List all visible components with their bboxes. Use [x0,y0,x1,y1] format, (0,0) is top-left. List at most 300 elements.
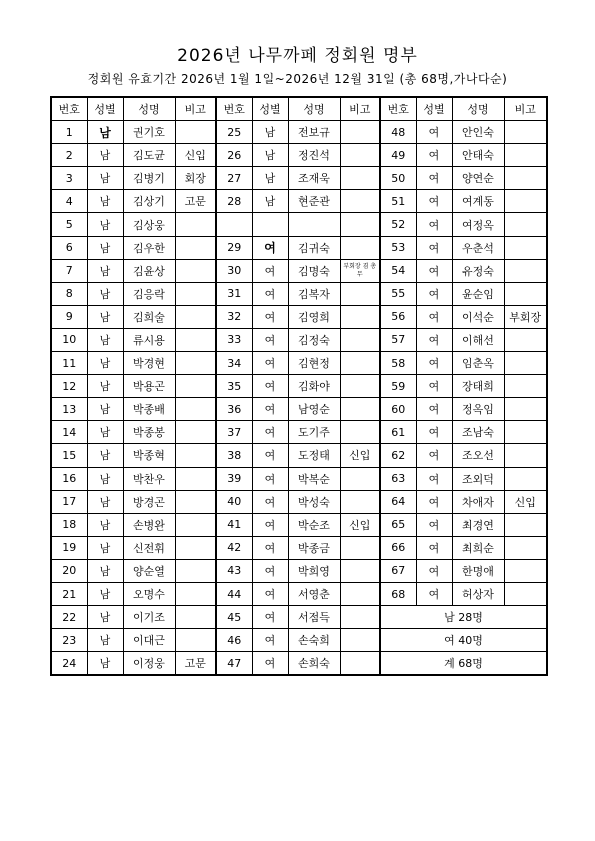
header-cell: 번호 [380,97,416,121]
table-row [51,282,547,305]
member-note [504,467,547,490]
member-gender: 여 [252,490,288,513]
member-number: 44 [216,582,252,605]
table-row [51,167,547,190]
member-number: 51 [380,190,416,213]
member-name: 허상자 [452,582,504,605]
member-note [175,328,216,351]
member-gender: 여 [252,282,288,305]
member-gender: 남 [252,190,288,213]
member-number: 63 [380,467,416,490]
member-name: 김희술 [123,305,175,328]
member-number [216,213,252,236]
member-note [340,144,380,167]
member-gender: 남 [87,513,123,536]
member-note [504,190,547,213]
member-number: 15 [51,444,87,467]
member-gender: 여 [252,444,288,467]
member-number: 21 [51,582,87,605]
member-gender: 남 [87,652,123,676]
header-cell: 성별 [252,97,288,121]
member-gender: 여 [416,352,452,375]
member-number: 5 [51,213,87,236]
table-row [51,559,547,582]
member-number: 49 [380,144,416,167]
member-note [340,606,380,629]
member-name: 김영희 [288,305,340,328]
member-name: 여정옥 [452,213,504,236]
member-note [175,582,216,605]
member-name: 김도균 [123,144,175,167]
member-note [175,305,216,328]
table-row [51,536,547,559]
table-row [51,582,547,605]
member-gender: 여 [252,375,288,398]
table-row [51,421,547,444]
member-gender: 남 [87,282,123,305]
member-gender: 여 [416,121,452,144]
member-gender: 여 [252,236,288,259]
member-number: 43 [216,559,252,582]
member-name: 안인숙 [452,121,504,144]
member-gender: 남 [252,144,288,167]
member-name: 여계동 [452,190,504,213]
member-gender: 여 [416,167,452,190]
member-note [340,536,380,559]
member-note [504,236,547,259]
member-gender: 남 [87,259,123,282]
summary-cell: 여 40명 [380,629,547,652]
table-row [51,375,547,398]
member-name: 박희영 [288,559,340,582]
member-number: 48 [380,121,416,144]
member-roster-table [50,96,548,676]
member-name: 김정숙 [288,328,340,351]
member-name: 서점득 [288,606,340,629]
member-gender: 여 [252,398,288,421]
member-number: 16 [51,467,87,490]
member-name: 조재욱 [288,167,340,190]
member-note [340,582,380,605]
member-note [175,490,216,513]
member-number: 3 [51,167,87,190]
member-number: 4 [51,190,87,213]
member-note [340,421,380,444]
member-number: 42 [216,536,252,559]
table-row [51,467,547,490]
member-name: 오명수 [123,582,175,605]
member-name: 김윤상 [123,259,175,282]
member-number: 58 [380,352,416,375]
member-number: 38 [216,444,252,467]
member-number: 17 [51,490,87,513]
member-name: 서영춘 [288,582,340,605]
member-number: 23 [51,629,87,652]
header-cell: 비고 [340,97,380,121]
member-gender: 여 [416,190,452,213]
member-note [340,167,380,190]
member-note [340,282,380,305]
member-name: 이대근 [123,629,175,652]
member-name: 차애자 [452,490,504,513]
member-note [504,582,547,605]
member-gender [252,213,288,236]
member-gender: 여 [252,652,288,676]
member-number: 22 [51,606,87,629]
member-note [340,652,380,676]
member-note [175,467,216,490]
roster-body [51,121,547,676]
member-note [175,536,216,559]
table-row [51,144,547,167]
header-cell: 성명 [452,97,504,121]
member-gender: 여 [252,629,288,652]
member-number: 6 [51,236,87,259]
member-note [504,121,547,144]
member-note [504,513,547,536]
member-gender: 여 [252,352,288,375]
member-name: 유정숙 [452,259,504,282]
member-name: 박찬우 [123,467,175,490]
member-number: 52 [380,213,416,236]
member-number: 61 [380,421,416,444]
member-note [175,421,216,444]
member-gender: 여 [416,236,452,259]
member-number: 18 [51,513,87,536]
member-gender: 남 [87,559,123,582]
member-name: 박종금 [288,536,340,559]
member-name: 이정웅 [123,652,175,676]
member-name: 최희순 [452,536,504,559]
member-name: 양순열 [123,559,175,582]
member-name: 전보규 [288,121,340,144]
member-name: 조남숙 [452,421,504,444]
member-number: 68 [380,582,416,605]
member-name: 박종배 [123,398,175,421]
member-note [175,398,216,421]
header-cell: 번호 [216,97,252,121]
member-note [504,421,547,444]
member-note [175,559,216,582]
member-number: 29 [216,236,252,259]
member-name: 정옥임 [452,398,504,421]
member-number: 25 [216,121,252,144]
member-number: 54 [380,259,416,282]
member-gender: 여 [416,536,452,559]
member-note [340,328,380,351]
member-note [504,352,547,375]
member-name: 한명애 [452,559,504,582]
member-note [340,629,380,652]
member-note [340,213,380,236]
table-row [51,213,547,236]
member-number: 62 [380,444,416,467]
member-gender: 여 [252,513,288,536]
member-gender: 여 [416,305,452,328]
member-number: 24 [51,652,87,676]
member-note: 부회장 겸 총무 [340,259,380,282]
member-note [504,167,547,190]
member-gender: 남 [87,121,123,144]
table-row [51,121,547,144]
member-gender: 남 [87,352,123,375]
member-name: 김우한 [123,236,175,259]
member-gender: 여 [252,559,288,582]
member-gender: 여 [252,606,288,629]
member-gender: 여 [416,144,452,167]
member-number: 65 [380,513,416,536]
member-gender: 여 [416,328,452,351]
member-note [340,236,380,259]
member-name: 김화야 [288,375,340,398]
member-note [175,375,216,398]
member-number: 37 [216,421,252,444]
header-row [51,97,547,121]
member-note [340,375,380,398]
member-gender: 남 [252,121,288,144]
member-number: 66 [380,536,416,559]
member-gender: 여 [252,305,288,328]
member-number: 36 [216,398,252,421]
member-note: 고문 [175,652,216,676]
member-number: 2 [51,144,87,167]
member-number: 50 [380,167,416,190]
table-row [51,398,547,421]
member-note: 신입 [340,513,380,536]
member-note [340,190,380,213]
member-gender: 남 [87,375,123,398]
member-gender: 남 [87,305,123,328]
member-name: 손숙희 [288,629,340,652]
member-name: 손병완 [123,513,175,536]
member-gender: 남 [87,629,123,652]
member-note [175,282,216,305]
table-row [51,513,547,536]
member-note [504,282,547,305]
member-gender: 여 [416,559,452,582]
member-note [175,352,216,375]
member-gender: 여 [416,282,452,305]
member-note [504,144,547,167]
member-name: 양연순 [452,167,504,190]
summary-cell: 계 68명 [380,652,547,676]
roster-title: 2026년 나무까페 정회원 명부 [177,46,418,66]
member-name: 조오선 [452,444,504,467]
member-note [504,259,547,282]
member-name: 김병기 [123,167,175,190]
member-number: 59 [380,375,416,398]
member-number: 30 [216,259,252,282]
member-note [175,606,216,629]
member-number: 10 [51,328,87,351]
table-row [51,305,547,328]
member-number: 12 [51,375,87,398]
member-number: 13 [51,398,87,421]
member-note [504,398,547,421]
member-note [340,398,380,421]
table-row [51,328,547,351]
member-number: 27 [216,167,252,190]
member-number: 7 [51,259,87,282]
member-name: 박성숙 [288,490,340,513]
member-name: 장태희 [452,375,504,398]
header-cell: 성별 [87,97,123,121]
member-name: 이해선 [452,328,504,351]
member-gender: 여 [252,421,288,444]
table-row [51,259,547,282]
member-gender: 남 [87,490,123,513]
member-note: 신입 [175,144,216,167]
member-name: 김응락 [123,282,175,305]
member-name: 최경연 [452,513,504,536]
member-name: 류시용 [123,328,175,351]
member-number: 46 [216,629,252,652]
member-name: 김명숙 [288,259,340,282]
member-gender: 여 [252,536,288,559]
member-number: 32 [216,305,252,328]
member-number: 56 [380,305,416,328]
member-note [175,259,216,282]
member-note [175,121,216,144]
member-number: 31 [216,282,252,305]
member-name: 조외덕 [452,467,504,490]
member-note [340,305,380,328]
member-gender: 남 [87,236,123,259]
member-gender: 남 [87,398,123,421]
member-gender: 남 [87,190,123,213]
member-number: 41 [216,513,252,536]
header-cell: 비고 [175,97,216,121]
member-name: 현준관 [288,190,340,213]
member-note [340,121,380,144]
member-note: 신입 [340,444,380,467]
member-gender: 여 [416,375,452,398]
member-gender: 남 [87,536,123,559]
member-name: 박경현 [123,352,175,375]
summary-cell: 남 28명 [380,606,547,629]
member-number: 45 [216,606,252,629]
member-name: 김상웅 [123,213,175,236]
member-name: 남영순 [288,398,340,421]
header-cell: 번호 [51,97,87,121]
member-name: 정진석 [288,144,340,167]
member-number: 28 [216,190,252,213]
member-gender: 여 [416,582,452,605]
member-gender: 여 [416,398,452,421]
member-note [340,490,380,513]
member-gender: 여 [252,259,288,282]
member-note: 회장 [175,167,216,190]
member-note [504,328,547,351]
member-name: 김상기 [123,190,175,213]
member-note [175,629,216,652]
member-note [504,213,547,236]
member-number: 33 [216,328,252,351]
member-number: 35 [216,375,252,398]
member-number: 57 [380,328,416,351]
member-gender: 남 [87,582,123,605]
member-number: 14 [51,421,87,444]
member-gender: 남 [87,421,123,444]
member-gender: 남 [87,606,123,629]
member-number: 34 [216,352,252,375]
member-number: 60 [380,398,416,421]
member-name: 안태숙 [452,144,504,167]
member-gender: 여 [416,467,452,490]
member-note [504,536,547,559]
header-cell: 성별 [416,97,452,121]
table-row [51,606,547,629]
member-number: 64 [380,490,416,513]
member-name: 방경곤 [123,490,175,513]
member-name: 박용곤 [123,375,175,398]
member-note [504,375,547,398]
table-row [51,629,547,652]
member-note [340,467,380,490]
member-number: 47 [216,652,252,676]
member-number: 26 [216,144,252,167]
member-number: 8 [51,282,87,305]
member-number: 67 [380,559,416,582]
member-gender: 남 [87,213,123,236]
member-name: 이기조 [123,606,175,629]
member-number: 55 [380,282,416,305]
member-name: 임춘옥 [452,352,504,375]
member-name: 권기호 [123,121,175,144]
member-note [504,559,547,582]
member-number: 53 [380,236,416,259]
member-number: 1 [51,121,87,144]
member-name: 우춘석 [452,236,504,259]
member-name: 신전휘 [123,536,175,559]
member-name: 김현정 [288,352,340,375]
member-name: 도정태 [288,444,340,467]
member-number: 39 [216,467,252,490]
member-name: 이석순 [452,305,504,328]
member-gender: 여 [416,513,452,536]
table-row [51,190,547,213]
member-gender: 남 [252,167,288,190]
member-number: 11 [51,352,87,375]
member-name: 손희숙 [288,652,340,676]
member-note [340,352,380,375]
member-gender: 여 [416,444,452,467]
member-gender: 여 [416,259,452,282]
member-note [340,559,380,582]
member-name: 도기주 [288,421,340,444]
member-name: 김복자 [288,282,340,305]
member-note: 신입 [504,490,547,513]
member-gender: 남 [87,167,123,190]
member-note [175,444,216,467]
member-number: 20 [51,559,87,582]
validity-period-note: 정회원 유효기간 2026년 1월 1일~2026년 12월 31일 (총 68명,가나다순) [87,72,508,86]
member-note [175,236,216,259]
member-note [504,444,547,467]
member-gender: 남 [87,144,123,167]
member-gender: 여 [416,213,452,236]
member-gender: 여 [416,490,452,513]
member-name: 박복순 [288,467,340,490]
member-gender: 남 [87,328,123,351]
table-row [51,490,547,513]
member-name [288,213,340,236]
member-note [175,513,216,536]
member-number: 40 [216,490,252,513]
member-name: 박종봉 [123,421,175,444]
member-name: 박종혁 [123,444,175,467]
member-gender: 남 [87,444,123,467]
